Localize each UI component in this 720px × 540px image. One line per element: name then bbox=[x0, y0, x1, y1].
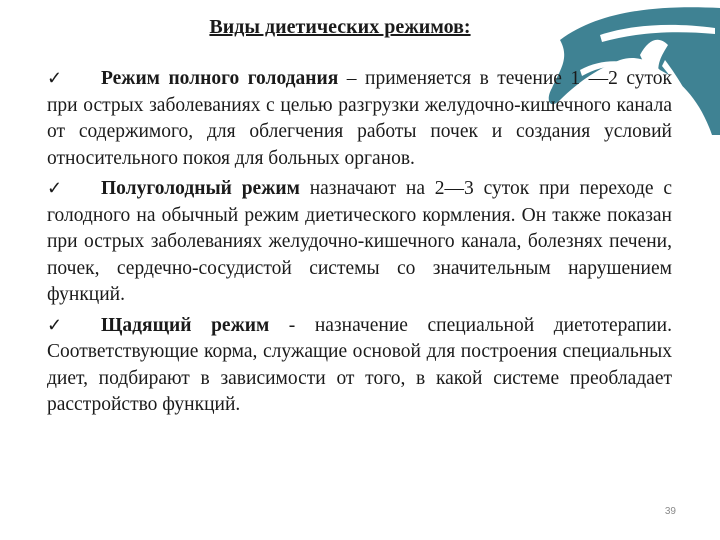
bullet-item-half-fasting bbox=[47, 175, 672, 309]
bullet-term: Режим полного голодания bbox=[101, 68, 339, 89]
slide-title: Виды диетических режимов: bbox=[209, 16, 471, 38]
bullet-text: назначают на 2—3 суток при переходе с голодного на обычный режим диетического кормления. Он также показан при острых заболеваниях желудочно-кишечного канала, болезнях печени, почек, сердечно-сосудистой системы со значительным нарушением функций. bbox=[47, 178, 672, 305]
slide-content bbox=[47, 65, 672, 422]
bullet-term: Щадящий режим bbox=[101, 314, 270, 336]
checkmark-icon: ✓ bbox=[47, 314, 63, 335]
bullet-item-sparing bbox=[47, 312, 672, 419]
page-number: 39 bbox=[664, 506, 676, 517]
checkmark-icon: ✓ bbox=[47, 68, 63, 88]
bullet-text: – применяется в течение 1 —2 суток при острых заболеваниях с целью разгрузки желудочно-кишечного канала от содержимого, для облегчения работы почек и создания условий относительного покоя для больных органов. bbox=[47, 68, 672, 169]
checkmark-icon: ✓ bbox=[47, 178, 63, 198]
bullet-term: Полуголодный режим bbox=[101, 178, 300, 199]
bullet-text: - назначение специальной диетотерапии. Соответствующие корма, служащие основой для построения специальных диет, подбирают в зависимости от того, в какой системе преобладает расстройство функций. bbox=[47, 314, 672, 415]
bullet-item-full-fasting bbox=[47, 65, 672, 172]
